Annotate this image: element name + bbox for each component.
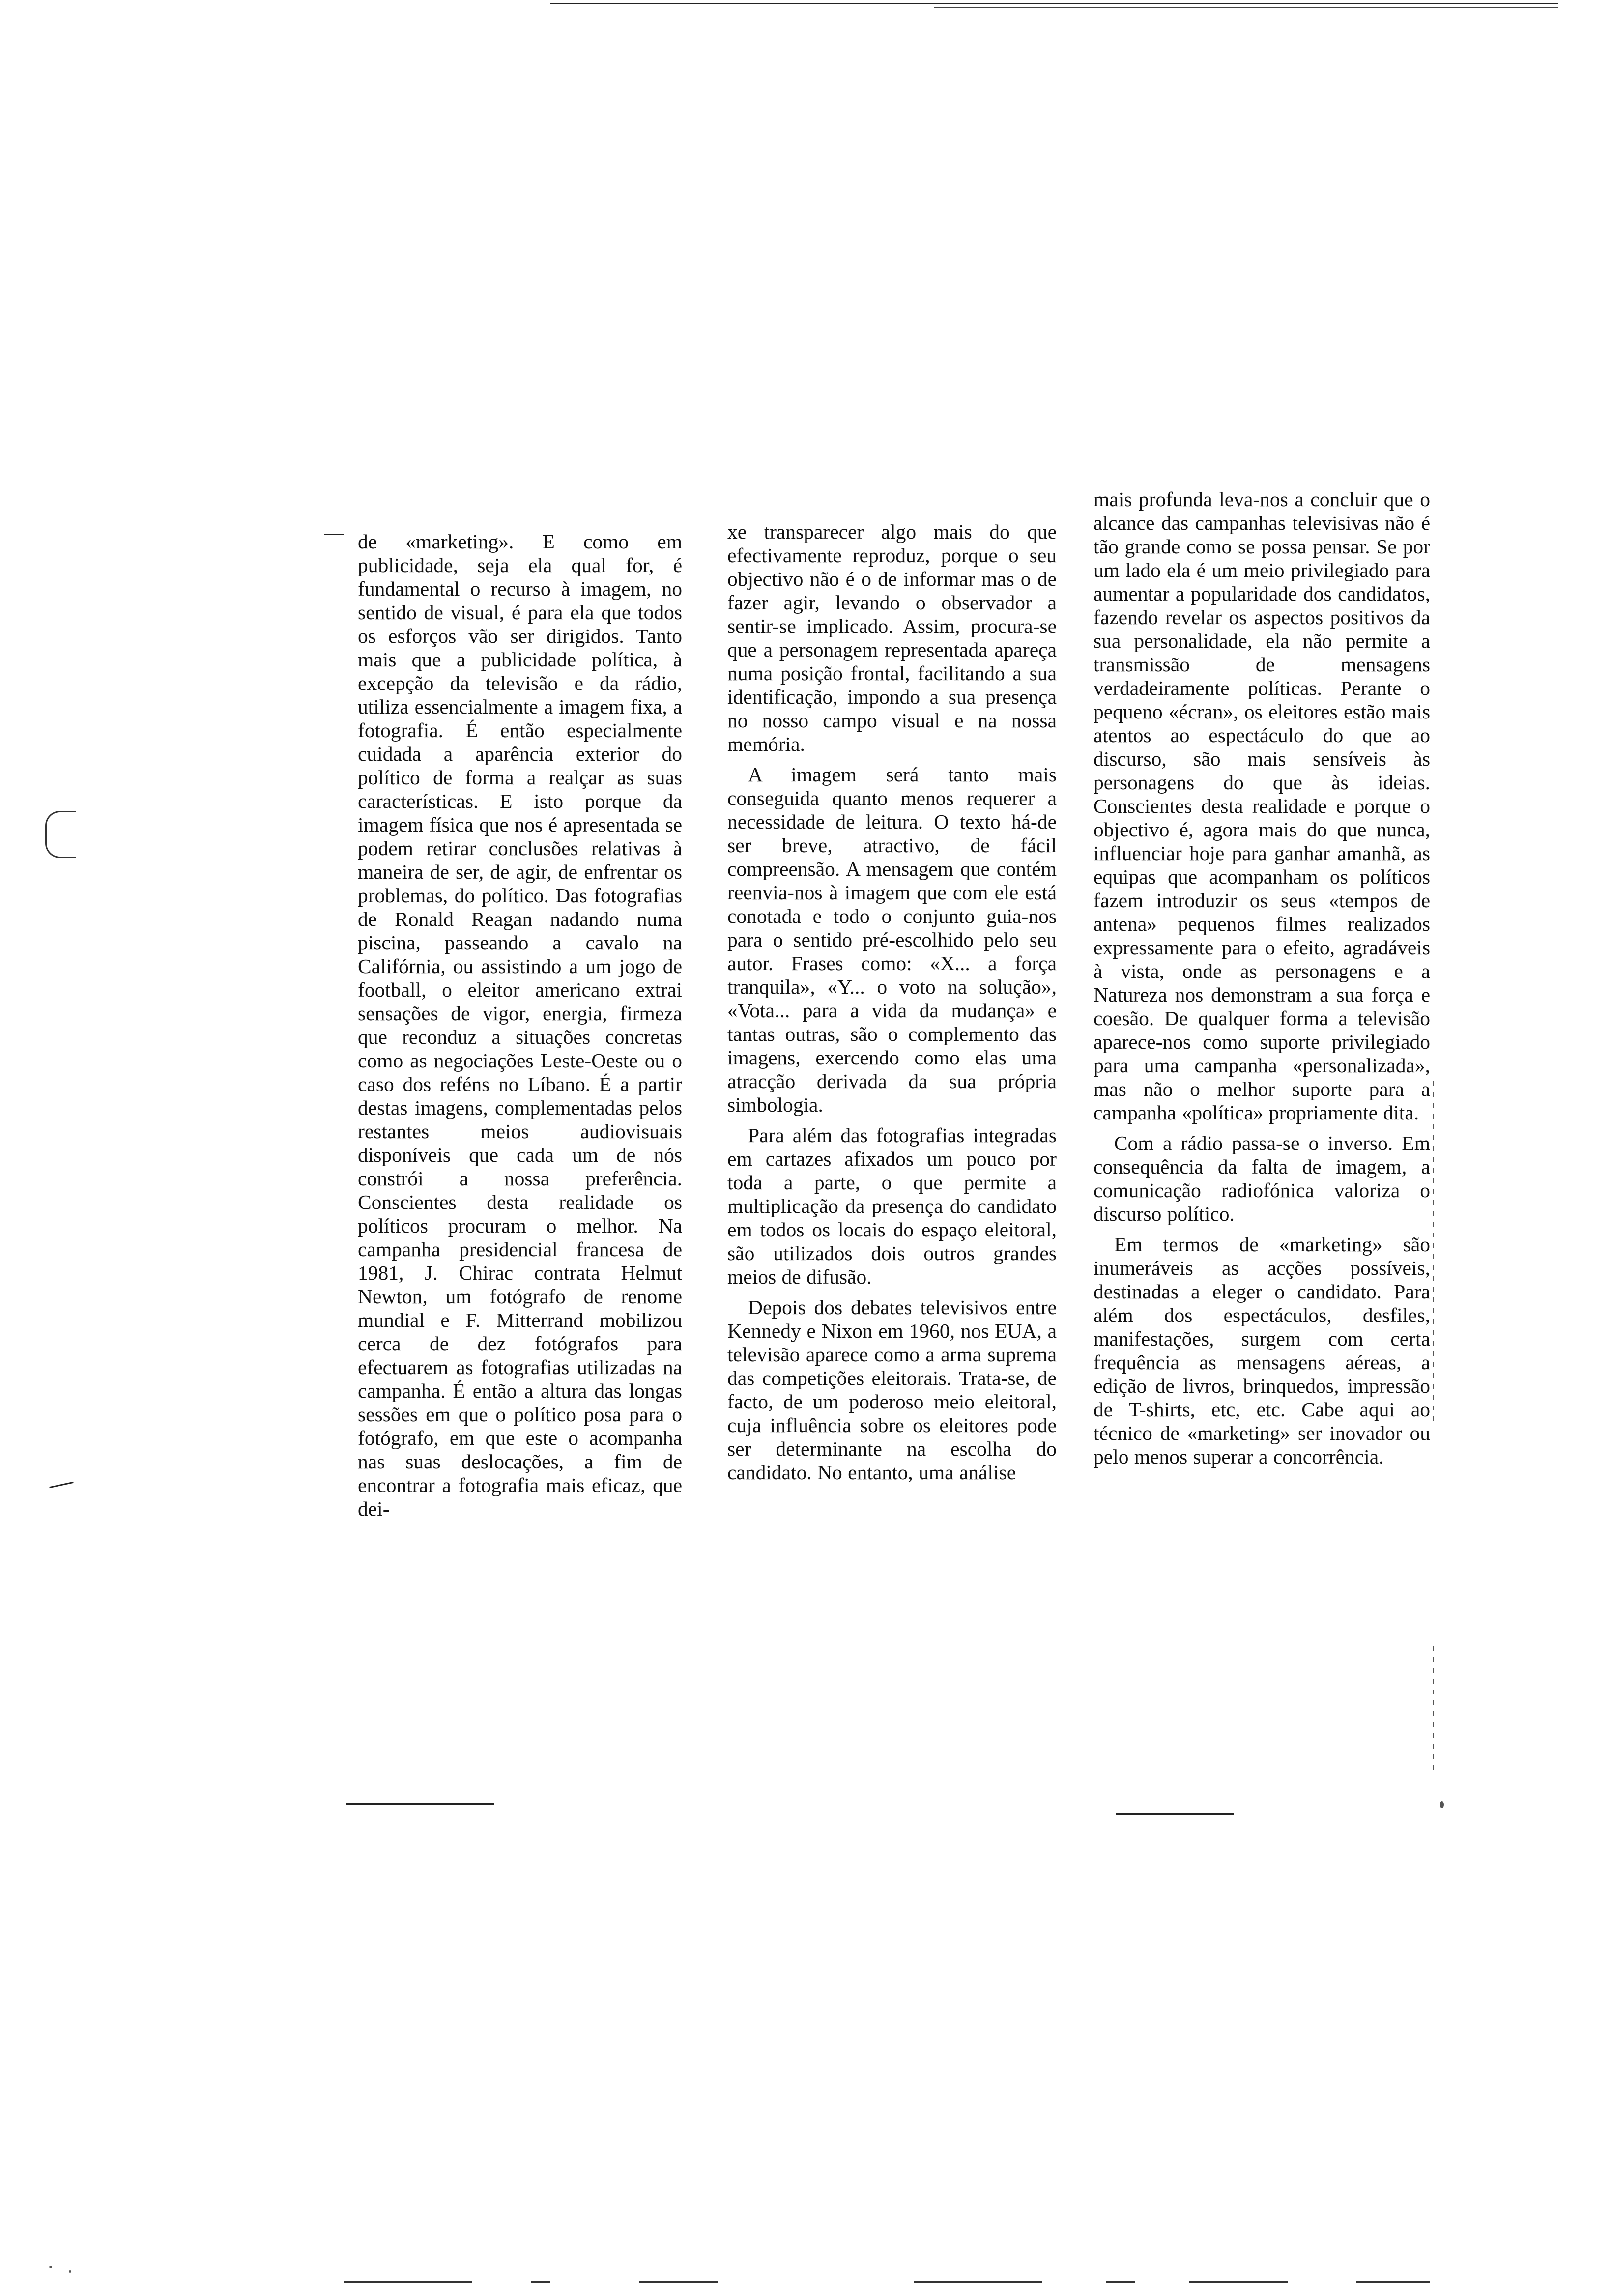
margin-scratch-mark: [49, 1482, 74, 1488]
bottom-rule-3: [639, 2281, 718, 2283]
bottom-rule-2: [531, 2281, 550, 2283]
scan-speck-bottom-left: [49, 2266, 52, 2268]
scan-speck: [1440, 1801, 1444, 1808]
column-2-paragraph-3: Para além das fotografias integradas em cartazes afixados um pouco por toda a parte, o que permite a multiplicação da presença do candidato em todos os locais do espaço eleitoral, são utilizados dois outros grandes meios de difusão.: [727, 1124, 1057, 1288]
bottom-rule-4: [914, 2281, 1042, 2283]
column-2-paragraph-2: A imagem será tanto mais conseguida quanto menos requerer a necessidade de leitura. O texto há-de ser breve, atractivo, de fácil compreensão. A mensagem que contém reenvia-nos à imagem que com ele está conotada e todo o conjunto guia-nos para o sentido pré-escolhido pelo seu autor. Frases como: «X... a força tranquila», «Y... o voto na solução», «Vota... para a vida da mudança» e tantas outras, são o complemento das imagens, exercendo como elas uma atracção derivada da sua própria simbologia.: [727, 763, 1057, 1116]
column-1-paragraph-1: de «marketing». E como em publicidade, seja ela qual for, é fundamental o recurso à imagem, no sentido de visual, é para ela que todos os esforços vão ser dirigidos. Tanto mais que a publicidade política, à excepção da televisão e da rádio, utiliza essencialmente a imagem fixa, a fotografia. É então especialmente cuidada a aparência exterior do político de forma a realçar as suas características. E isto porque da imagem física que nos é apresentada se podem retirar conclusões relativas à maneira de ser, de agir, de enfrentar os problemas, do político. Das fotografias de Ronald Reagan nadando numa piscina, passeando a cavalo na Califórnia, ou assistindo a um jogo de football, o eleitor americano extrai sensações de vigor, energia, firmeza que reconduz a situações concretas como as negociações Leste-Oeste ou o caso dos reféns no Líbano. É a partir destas imagens, complementadas pelos restantes meios audiovisuais disponíveis que cada um de nós constrói a nossa preferência. Conscientes desta realidade os políticos procuram o melhor. Na campanha presidencial francesa de 1981, J. Chirac contrata Helmut Newton, um fotógrafo de renome mundial e F. Mitterrand mobilizou cerca de dez fotógrafos para efectuarem as fotografias utilizadas na campanha. É então a altura das longas sessões em que o político posa para o fotógrafo, em que este o acompanha nas suas deslocações, a fim de encontrar a fotografia mais eficaz, que dei-: [358, 530, 682, 1520]
column-3-paragraph-1: mais profunda leva-nos a concluir que o alcance das campanhas televisivas não é tão grande como se possa pensar. Se por um lado ela é um meio privilegiado para aumentar a popularidade dos candidatos, fazendo revelar os aspectos positivos da sua personalidade, ela não permite a transmissão de mensagens verdadeiramente políticas. Perante o pequeno «écran», os eleitores estão mais atentos ao espectáculo do que ao discurso, são mais sensíveis às personagens do que às ideias. Conscientes desta realidade e porque o objectivo é, agora mais do que nunca, influenciar hoje para ganhar amanhã, as equipas que acompanham os políticos fazem introduzir os seus «tempos de antena» pequenos filmes realizados expressamente para o efeito, agradáveis à vista, onde as personagens e a Natureza nos demonstram a sua força e coesão. De qualquer forma a televisão aparece-nos como suporte privilegiado para uma campanha «personalizada», mas não o melhor suporte para a campanha «política» propriamente dita.: [1094, 488, 1430, 1124]
bottom-rule-7: [1356, 2281, 1430, 2283]
column-2-paragraph-1: xe transparecer algo mais do que efectivamente reproduz, porque o seu objectivo não é o de informar mas o de fazer agir, levando o observador a sentir-se implicado. Assim, procura-se que a personagem representada apareça numa posição frontal, facilitando a sua identificação, impondo a sua presença no nosso campo visual e na nossa memória.: [727, 520, 1057, 755]
margin-dash-mark: [324, 534, 344, 535]
bottom-rule-5: [1106, 2281, 1135, 2283]
column-2-paragraph-4: Depois dos debates televisivos entre Kennedy e Nixon em 1960, nos EUA, a televisão aparece como a arma suprema das competições eleitorais. Trata-se, de facto, de um poderoso meio eleitoral, cuja influência sobre os eleitores pode ser determinante na escolha do candidato. No entanto, uma análise: [727, 1296, 1057, 1484]
column-3-paragraph-2: Com a rádio passa-se o inverso. Em consequência da falta de imagem, a comunicação radiofónica valoriza o discurso político.: [1094, 1132, 1430, 1225]
bottom-rule-1: [344, 2281, 472, 2283]
bottom-rule-6: [1189, 2281, 1288, 2283]
article-column-1: [358, 530, 682, 1527]
right-margin-dots: [1433, 1081, 1434, 1425]
article-column-2: [727, 520, 1057, 1491]
column-3-end-rule: [1116, 1813, 1234, 1815]
top-rule-secondary: [934, 7, 1558, 8]
scan-speck-bottom-left-2: [69, 2270, 71, 2273]
article-column-3: [1094, 488, 1430, 1475]
margin-bracket-mark: [45, 811, 76, 858]
top-rule: [550, 3, 1558, 4]
right-margin-dots-lower: [1433, 1646, 1434, 1774]
column-3-paragraph-3: Em termos de «marketing» são inumeráveis as acções possíveis, destinadas a eleger o candidato. Para além dos espectáculos, desfiles, manifestações, surgem com certa frequência as mensagens aéreas, a edição de livros, brinquedos, impressão de T-shirts, etc, etc. Cabe aqui ao técnico de «marketing» ser inovador ou pelo menos superar a concorrência.: [1094, 1233, 1430, 1468]
column-1-end-rule: [346, 1803, 494, 1805]
